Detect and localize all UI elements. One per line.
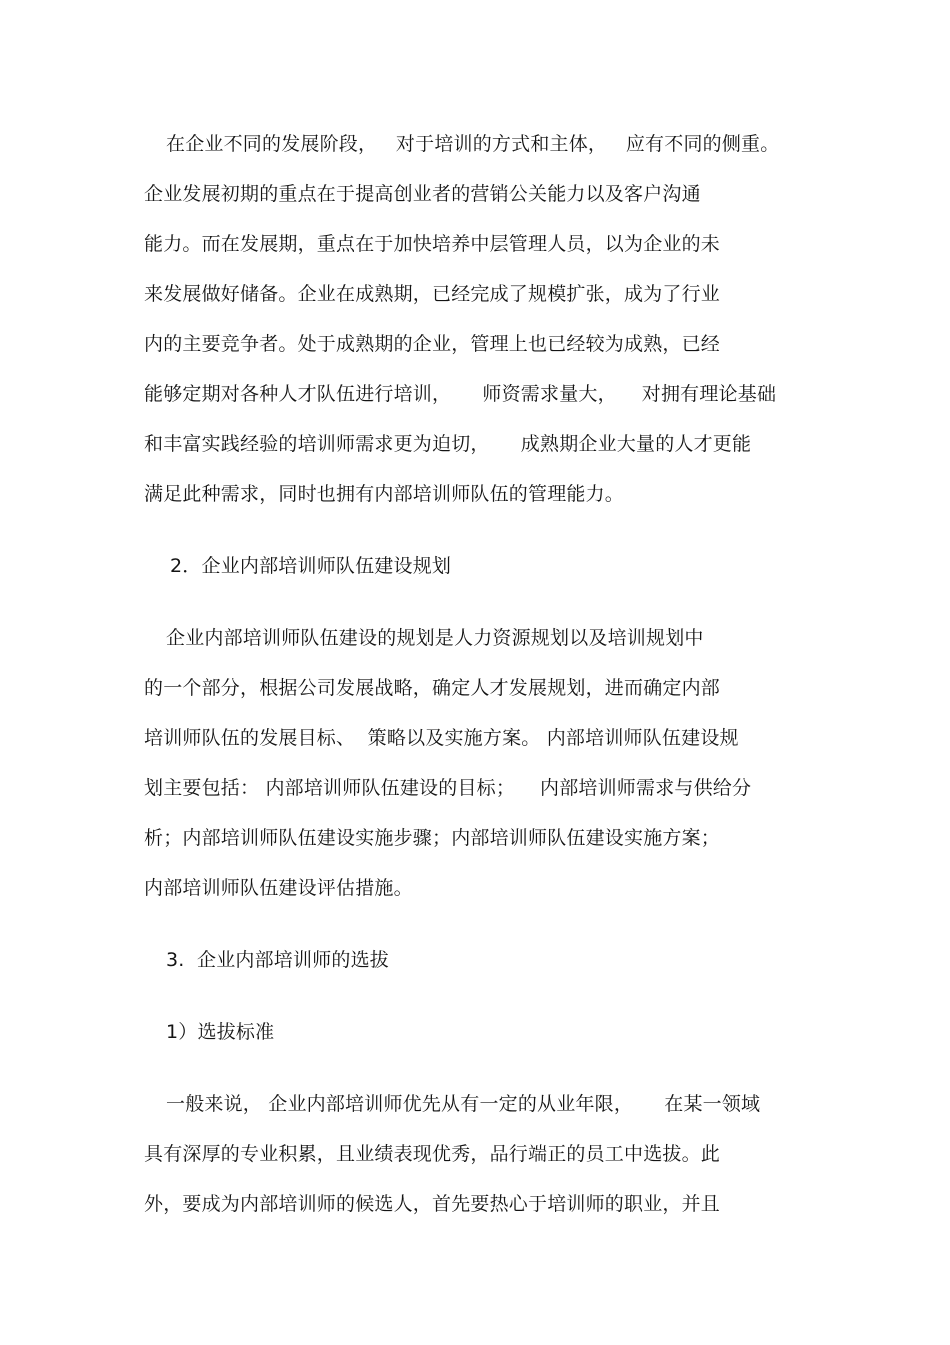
para1-line-2: 企业发展初期的重点在于提高创业者的营销公关能力以及客户沟通: [144, 183, 701, 205]
section-heading-3: 3. 企业内部培训师的选拔: [166, 949, 390, 971]
section-heading-2: 2．企业内部培训师队伍建设规划: [170, 555, 452, 577]
para2-line-1: 企业内部培训师队伍建设的规划是人力资源规划以及培训规划中: [166, 627, 704, 649]
subsection-heading-1: 1）选拔标准: [166, 1021, 275, 1043]
para1-line-6: 能够定期对各种人才队伍进行培训， 师资需求量大， 对拥有理论基础: [144, 383, 777, 405]
para1-line-7: 和丰富实践经验的培训师需求更为迫切， 成熟期企业大量的人才更能: [144, 433, 752, 455]
para2-line-6: 内部培训师队伍建设评估措施。: [144, 877, 413, 899]
para2-line-4: 划主要包括： 内部培训师队伍建设的目标； 内部培训师需求与供给分: [144, 777, 752, 799]
para1-line-4: 来发展做好储备。企业在成熟期，已经完成了规模扩张，成为了行业: [144, 283, 721, 305]
para2-line-3: 培训师队伍的发展目标、 策略以及实施方案。 内部培训师队伍建设规: [144, 727, 739, 749]
para3-line-2: 具有深厚的专业积累，且业绩表现优秀，品行端正的员工中选拔。此: [144, 1143, 721, 1165]
para3-line-3: 外，要成为内部培训师的候选人，首先要热心于培训师的职业，并且: [144, 1193, 721, 1215]
para1-line-3: 能力。而在发展期，重点在于加快培养中层管理人员，以为企业的未: [144, 233, 721, 255]
para1-line-5: 内的主要竞争者。处于成熟期的企业，管理上也已经较为成熟，已经: [144, 333, 721, 355]
para2-line-5: 析；内部培训师队伍建设实施步骤；内部培训师队伍建设实施方案；: [144, 827, 721, 849]
para1-line-8: 满足此种需求，同时也拥有内部培训师队伍的管理能力。: [144, 483, 625, 505]
para1-line-1: 在企业不同的发展阶段， 对于培训的方式和主体， 应有不同的侧重。: [166, 133, 780, 155]
para2-line-2: 的一个部分，根据公司发展战略，确定人才发展规划，进而确定内部: [144, 677, 721, 699]
para3-line-1: 一般来说， 企业内部培训师优先从有一定的从业年限， 在某一领域: [166, 1093, 761, 1115]
